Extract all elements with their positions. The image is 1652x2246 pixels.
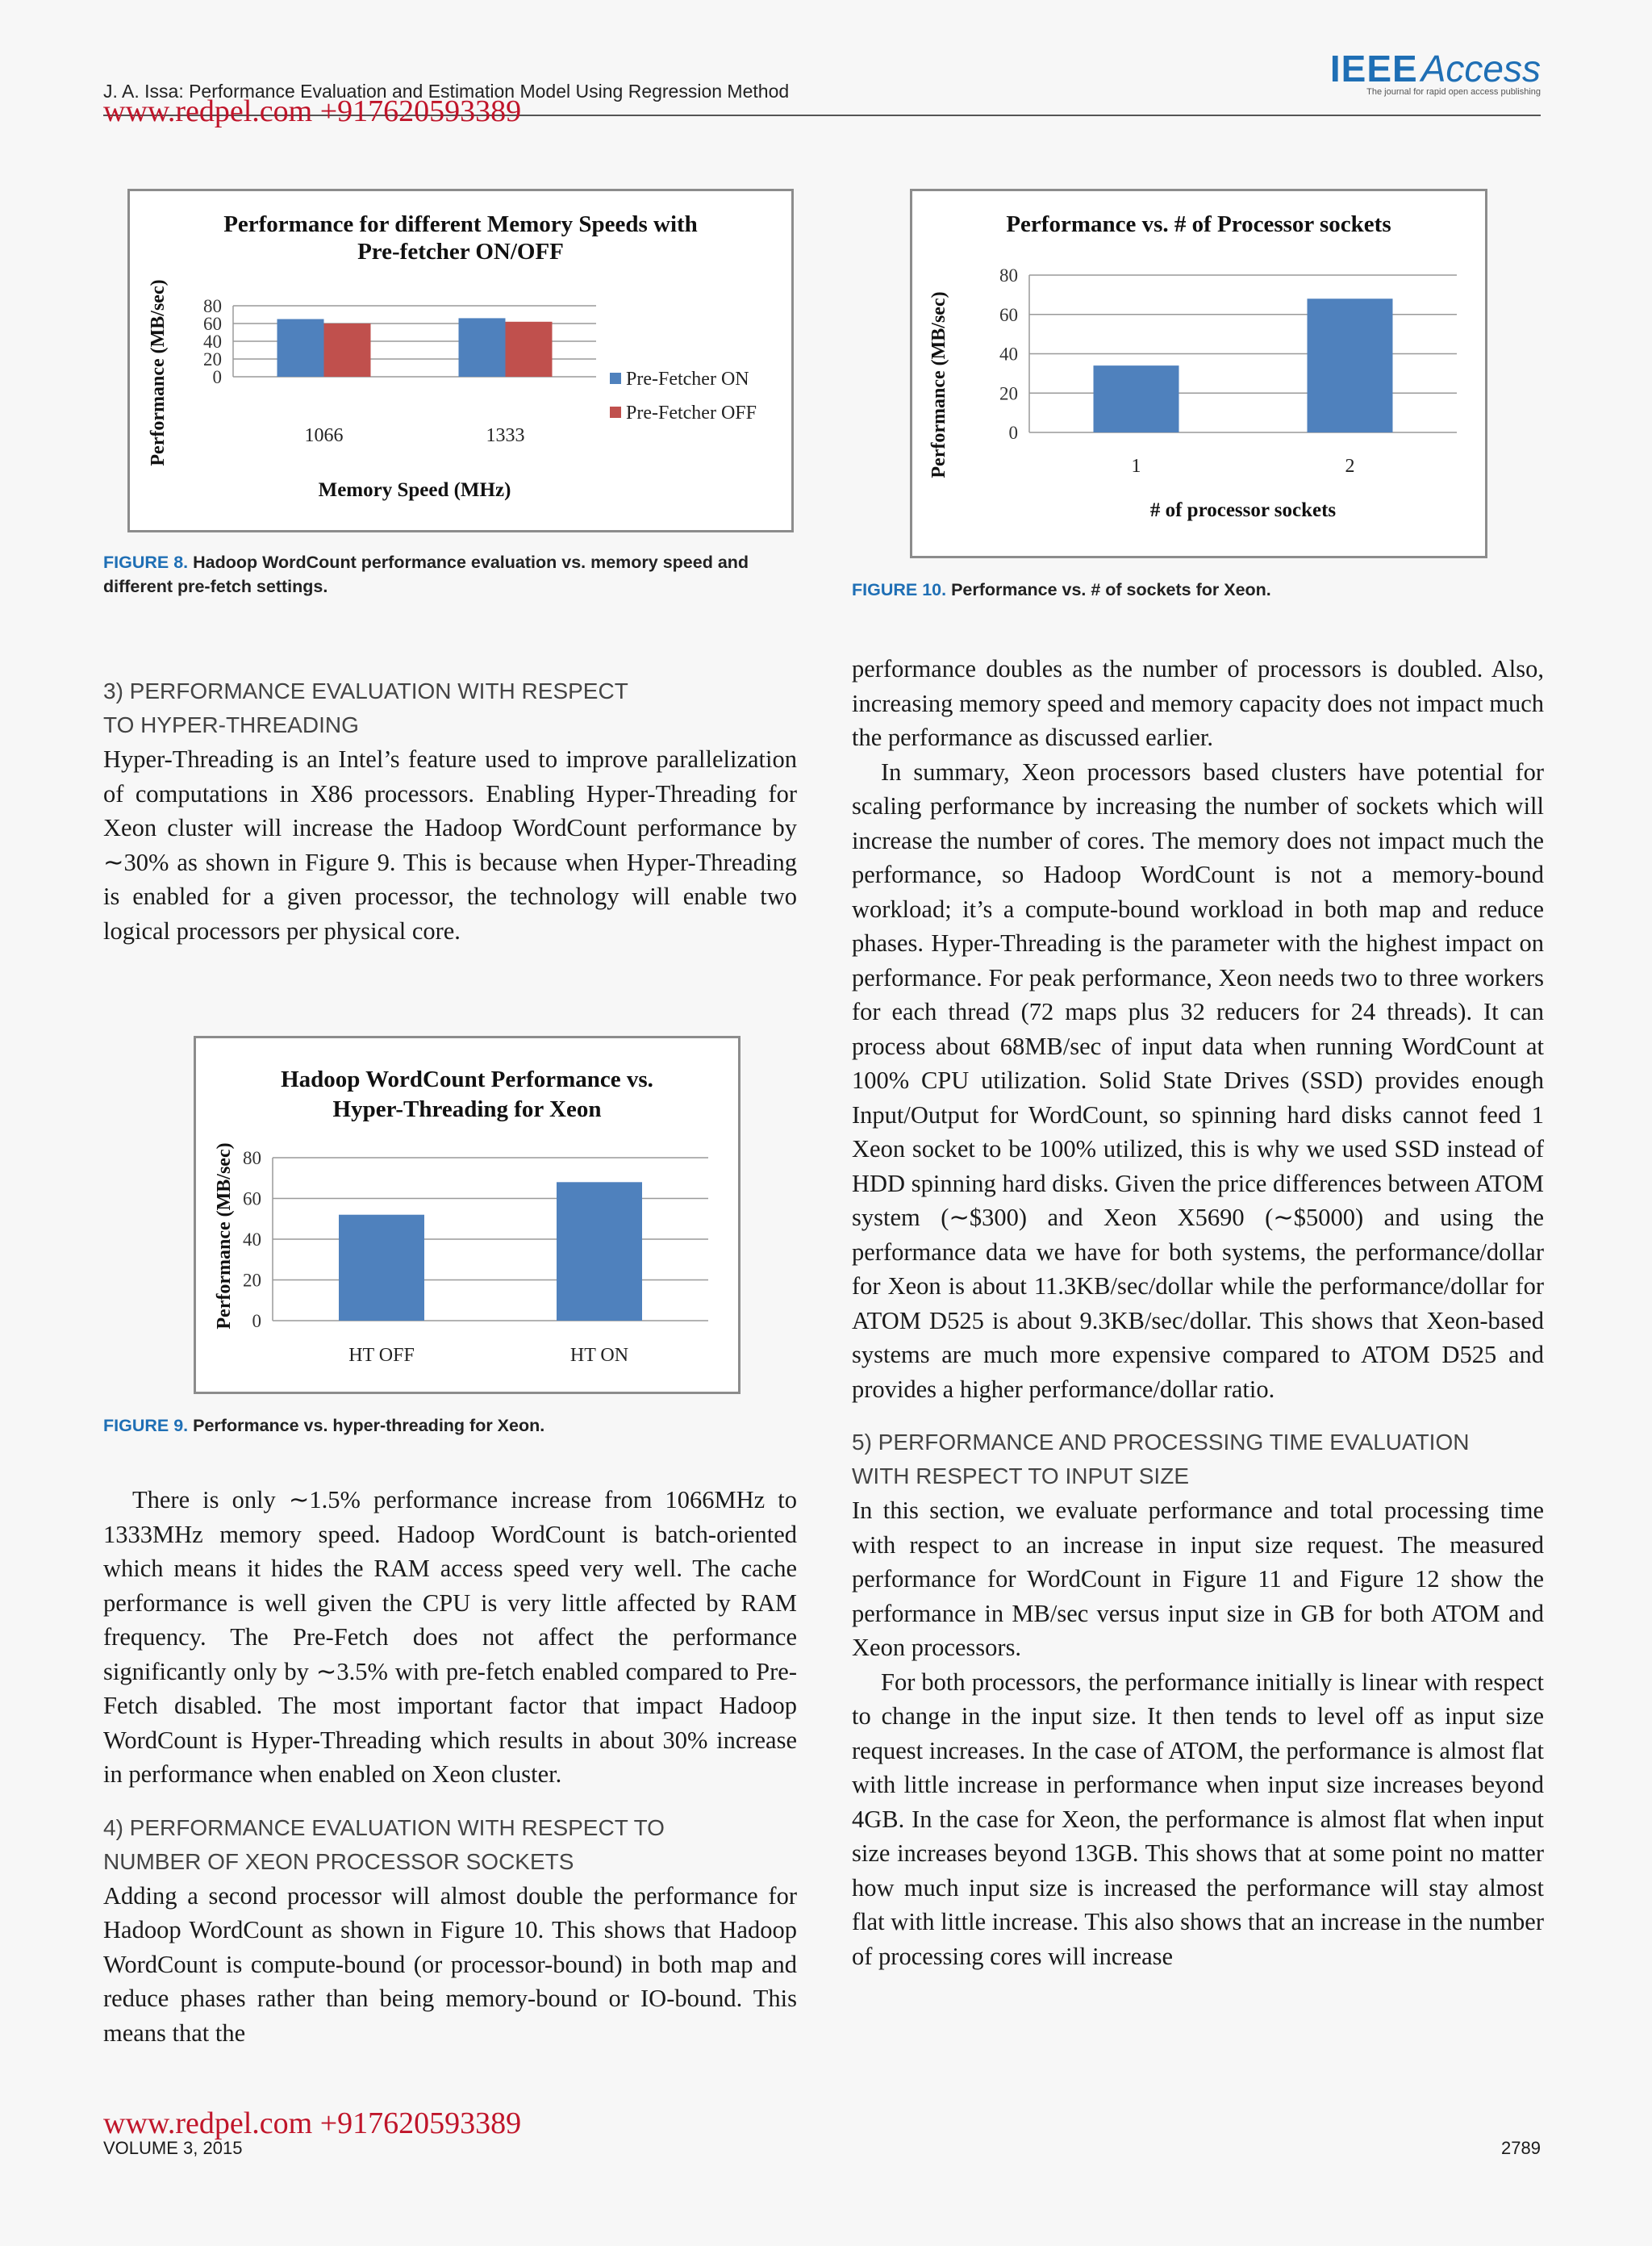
figure-10-svg	[912, 191, 1485, 556]
section-4-paragraph: Adding a second processor will almost double the performance for Hadoop WordCount as shown in Figure 10. This shows that Hadoop WordCount is compute-bound (or processor-bound) in both map and reduce phases rather than being memory-bound or IO-bound. This means that the	[103, 1881, 797, 2047]
memory-speed-paragraph: There is only ∼1.5% performance increase from 1066MHz to 1333MHz memory speed. Hadoop WordCount is batch-oriented which means it hides the RAM access speed very well. The cache performance is well given the CPU is very little affected by RAM frequency. The Pre-Fetch does not affect the performance significantly only by ∼3.5% with pre-fetch enabled compared to Pre-Fetch disabled. The most important factor that impact Hadoop WordCount is Hyper-Threading which results in about 30% increase in performance when enabled on Xeon cluster.	[103, 1486, 797, 1788]
watermark-top: www.redpel.com +917620593389	[103, 94, 522, 128]
left-column-top	[103, 674, 797, 948]
journal-logo	[1330, 47, 1541, 97]
section-3-heading-line1: 3) PERFORMANCE EVALUATION WITH RESPECT	[103, 678, 628, 703]
chart-title: Hadoop WordCount Performance vs.	[281, 1067, 653, 1092]
y-tick-label: 0	[212, 367, 222, 387]
y-tick-label: 40	[203, 332, 222, 352]
logo-ieee: IEEE	[1329, 48, 1418, 90]
y-tick-label: 0	[1008, 423, 1018, 443]
section-4-heading-line2: NUMBER OF XEON PROCESSOR SOCKETS	[103, 1848, 574, 1874]
y-axis-label: Performance (MB/sec)	[928, 291, 949, 478]
bar-1333-pre-fetcher-off	[506, 322, 553, 377]
legend-label: Pre-Fetcher OFF	[626, 403, 757, 424]
bar-1-performance	[1094, 365, 1179, 432]
y-tick-label: 80	[999, 265, 1018, 286]
section-4-heading-line1: 4) PERFORMANCE EVALUATION WITH RESPECT TO	[103, 1814, 665, 1840]
logo-tagline: The journal for rapid open access publishing	[1366, 87, 1541, 97]
figure-10-chart	[910, 189, 1487, 558]
figure-8-svg	[130, 191, 791, 530]
y-tick-label: 40	[999, 344, 1018, 365]
x-tick-label: 2	[1345, 456, 1355, 477]
right-column	[852, 652, 1544, 1973]
left-column-bottom	[103, 1483, 797, 2050]
x-tick-label: 1066	[304, 425, 344, 446]
section-4-heading	[103, 1811, 797, 1879]
section-5-paragraph-2: For both processors, the performance initially is linear with respect to change in the input size. It then tends to level off as input size request increases. In the case of ATOM, the performance is almost flat with little increase in performance when input size increases beyond 4GB. In the case for Xeon, the performance is almost flat when input size increases beyond 13GB. This shows that at some point no matter how much input size is increased the performance will stay almost flat with little increase. This also shows that an increase in the number of processing cores will increase	[852, 1668, 1544, 1970]
chart-title: Performance for different Memory Speeds with	[223, 211, 698, 237]
chart-title: Pre-fetcher ON/OFF	[357, 239, 564, 265]
y-axis-label: Performance (MB/sec)	[214, 1142, 235, 1330]
x-tick-label: 1333	[486, 425, 525, 446]
chart-title: Performance vs. # of Processor sockets	[1006, 211, 1391, 237]
y-tick-label: 0	[252, 1311, 261, 1331]
bar-1066-pre-fetcher-off	[324, 324, 371, 377]
bar-1066-pre-fetcher-on	[277, 319, 324, 378]
y-tick-label: 60	[203, 314, 222, 334]
running-head: J. A. Issa: Performance Evaluation and Estimation Model Using Regression Method	[103, 81, 790, 102]
footer-page-number: 2789	[1501, 2138, 1541, 2158]
figure-8-caption	[103, 550, 797, 599]
figure-9-caption-text: Performance vs. hyper-threading for Xeon.	[193, 1416, 545, 1435]
y-tick-label: 20	[243, 1270, 261, 1291]
summary-paragraph: In summary, Xeon processors based clusters have potential for scaling performance by increasing the number of sockets which will increase the number of cores. The memory does not impact much the performance, so Hadoop WordCount is not a memory-bound workload; it’s a compute-bound workload in both map and reduce phases. Hyper-Threading is the parameter with the highest impact on performance. For peak performance, Xeon needs two to three workers for each thread (72 maps plus 32 reducers for 24 threads). It can process about 68MB/sec of input data when running WordCount at 100% CPU utilization. Solid State Drives (SSD) provides enough Input/Output for WordCount, so spinning hard disks cannot feed 1 Xeon socket to be 100% utilized, this is why we used SSD instead of HDD spinning hard disks. Given the price differences between ATOM system (∼$300) and Xeon X5690 (∼$5000) and using the performance data we have for both systems, the performance/dollar for Xeon is about 11.3KB/sec/dollar while the performance/dollar for ATOM D525 is about 9.3KB/sec/dollar. This shows that Xeon-based systems are much more expensive compared to ATOM D525 and provides a higher performance/dollar ratio.	[852, 758, 1544, 1403]
legend-swatch	[610, 407, 621, 418]
y-tick-label: 60	[243, 1188, 261, 1209]
y-tick-label: 40	[243, 1229, 261, 1250]
footer-volume: VOLUME 3, 2015	[103, 2138, 243, 2158]
section-5-heading	[852, 1426, 1544, 1493]
bar-1333-pre-fetcher-on	[459, 318, 506, 377]
figure-10-number: FIGURE 10.	[852, 580, 947, 599]
y-tick-label: 80	[243, 1148, 261, 1168]
logo-access: Access	[1420, 48, 1541, 90]
chart-title: Hyper-Threading for Xeon	[332, 1096, 602, 1122]
x-axis-label: # of processor sockets	[1149, 499, 1337, 521]
y-tick-label: 80	[203, 296, 222, 316]
x-tick-label: HT ON	[569, 1345, 629, 1366]
legend-label: Pre-Fetcher ON	[626, 369, 749, 390]
x-tick-label: 1	[1131, 456, 1141, 477]
section-3-heading-line2: TO HYPER-THREADING	[103, 712, 359, 737]
x-axis-label: Memory Speed (MHz)	[318, 479, 511, 501]
figure-8-caption-text: Hadoop WordCount performance evaluation vs. memory speed and different pre-fetch settings.	[103, 553, 749, 596]
figure-8-number: FIGURE 8.	[103, 553, 189, 572]
figure-10-caption-text: Performance vs. # of sockets for Xeon.	[951, 580, 1271, 599]
figure-9-svg	[196, 1038, 738, 1392]
bar-ht-off-performance	[339, 1215, 424, 1321]
figure-9-caption	[103, 1413, 797, 1438]
continuation-paragraph: performance doubles as the number of processors is doubled. Also, increasing memory speed and memory capacity does not impact much the performance as discussed earlier.	[852, 655, 1544, 751]
x-tick-label: HT OFF	[348, 1345, 415, 1366]
section-5-paragraph-1: In this section, we evaluate performance and total processing time with respect to an increase in input size request. The measured performance for WordCount in Figure 11 and Figure 12 show the performance in MB/sec versus input size in GB for both ATOM and Xeon processors.	[852, 1497, 1544, 1661]
watermark-bottom: www.redpel.com +917620593389	[103, 2106, 522, 2140]
y-tick-label: 20	[999, 383, 1018, 404]
figure-9-number: FIGURE 9.	[103, 1416, 189, 1435]
figure-8-chart	[127, 189, 794, 532]
y-axis-label: Performance (MB/sec)	[148, 279, 169, 466]
legend-swatch	[610, 373, 621, 384]
figure-10-caption	[852, 578, 1546, 602]
bar-2-performance	[1308, 298, 1393, 432]
section-3-paragraph: Hyper-Threading is an Intel’s feature used to improve parallelization of computations in X86 processors. Enabling Hyper-Threading for Xeon cluster will increase the Hadoop WordCount performance by ∼30% as shown in Figure 9. This is because when Hyper-Threading is enabled for a given processor, the technology will enable two logical processors per physical core.	[103, 745, 797, 945]
bar-ht-on-performance	[557, 1182, 642, 1321]
y-tick-label: 60	[999, 304, 1018, 325]
section-5-heading-line1: 5) PERFORMANCE AND PROCESSING TIME EVALUATION	[852, 1430, 1470, 1455]
section-3-heading	[103, 674, 797, 742]
section-5-heading-line2: WITH RESPECT TO INPUT SIZE	[852, 1463, 1189, 1488]
figure-9-chart	[194, 1036, 740, 1394]
y-tick-label: 20	[203, 349, 222, 369]
